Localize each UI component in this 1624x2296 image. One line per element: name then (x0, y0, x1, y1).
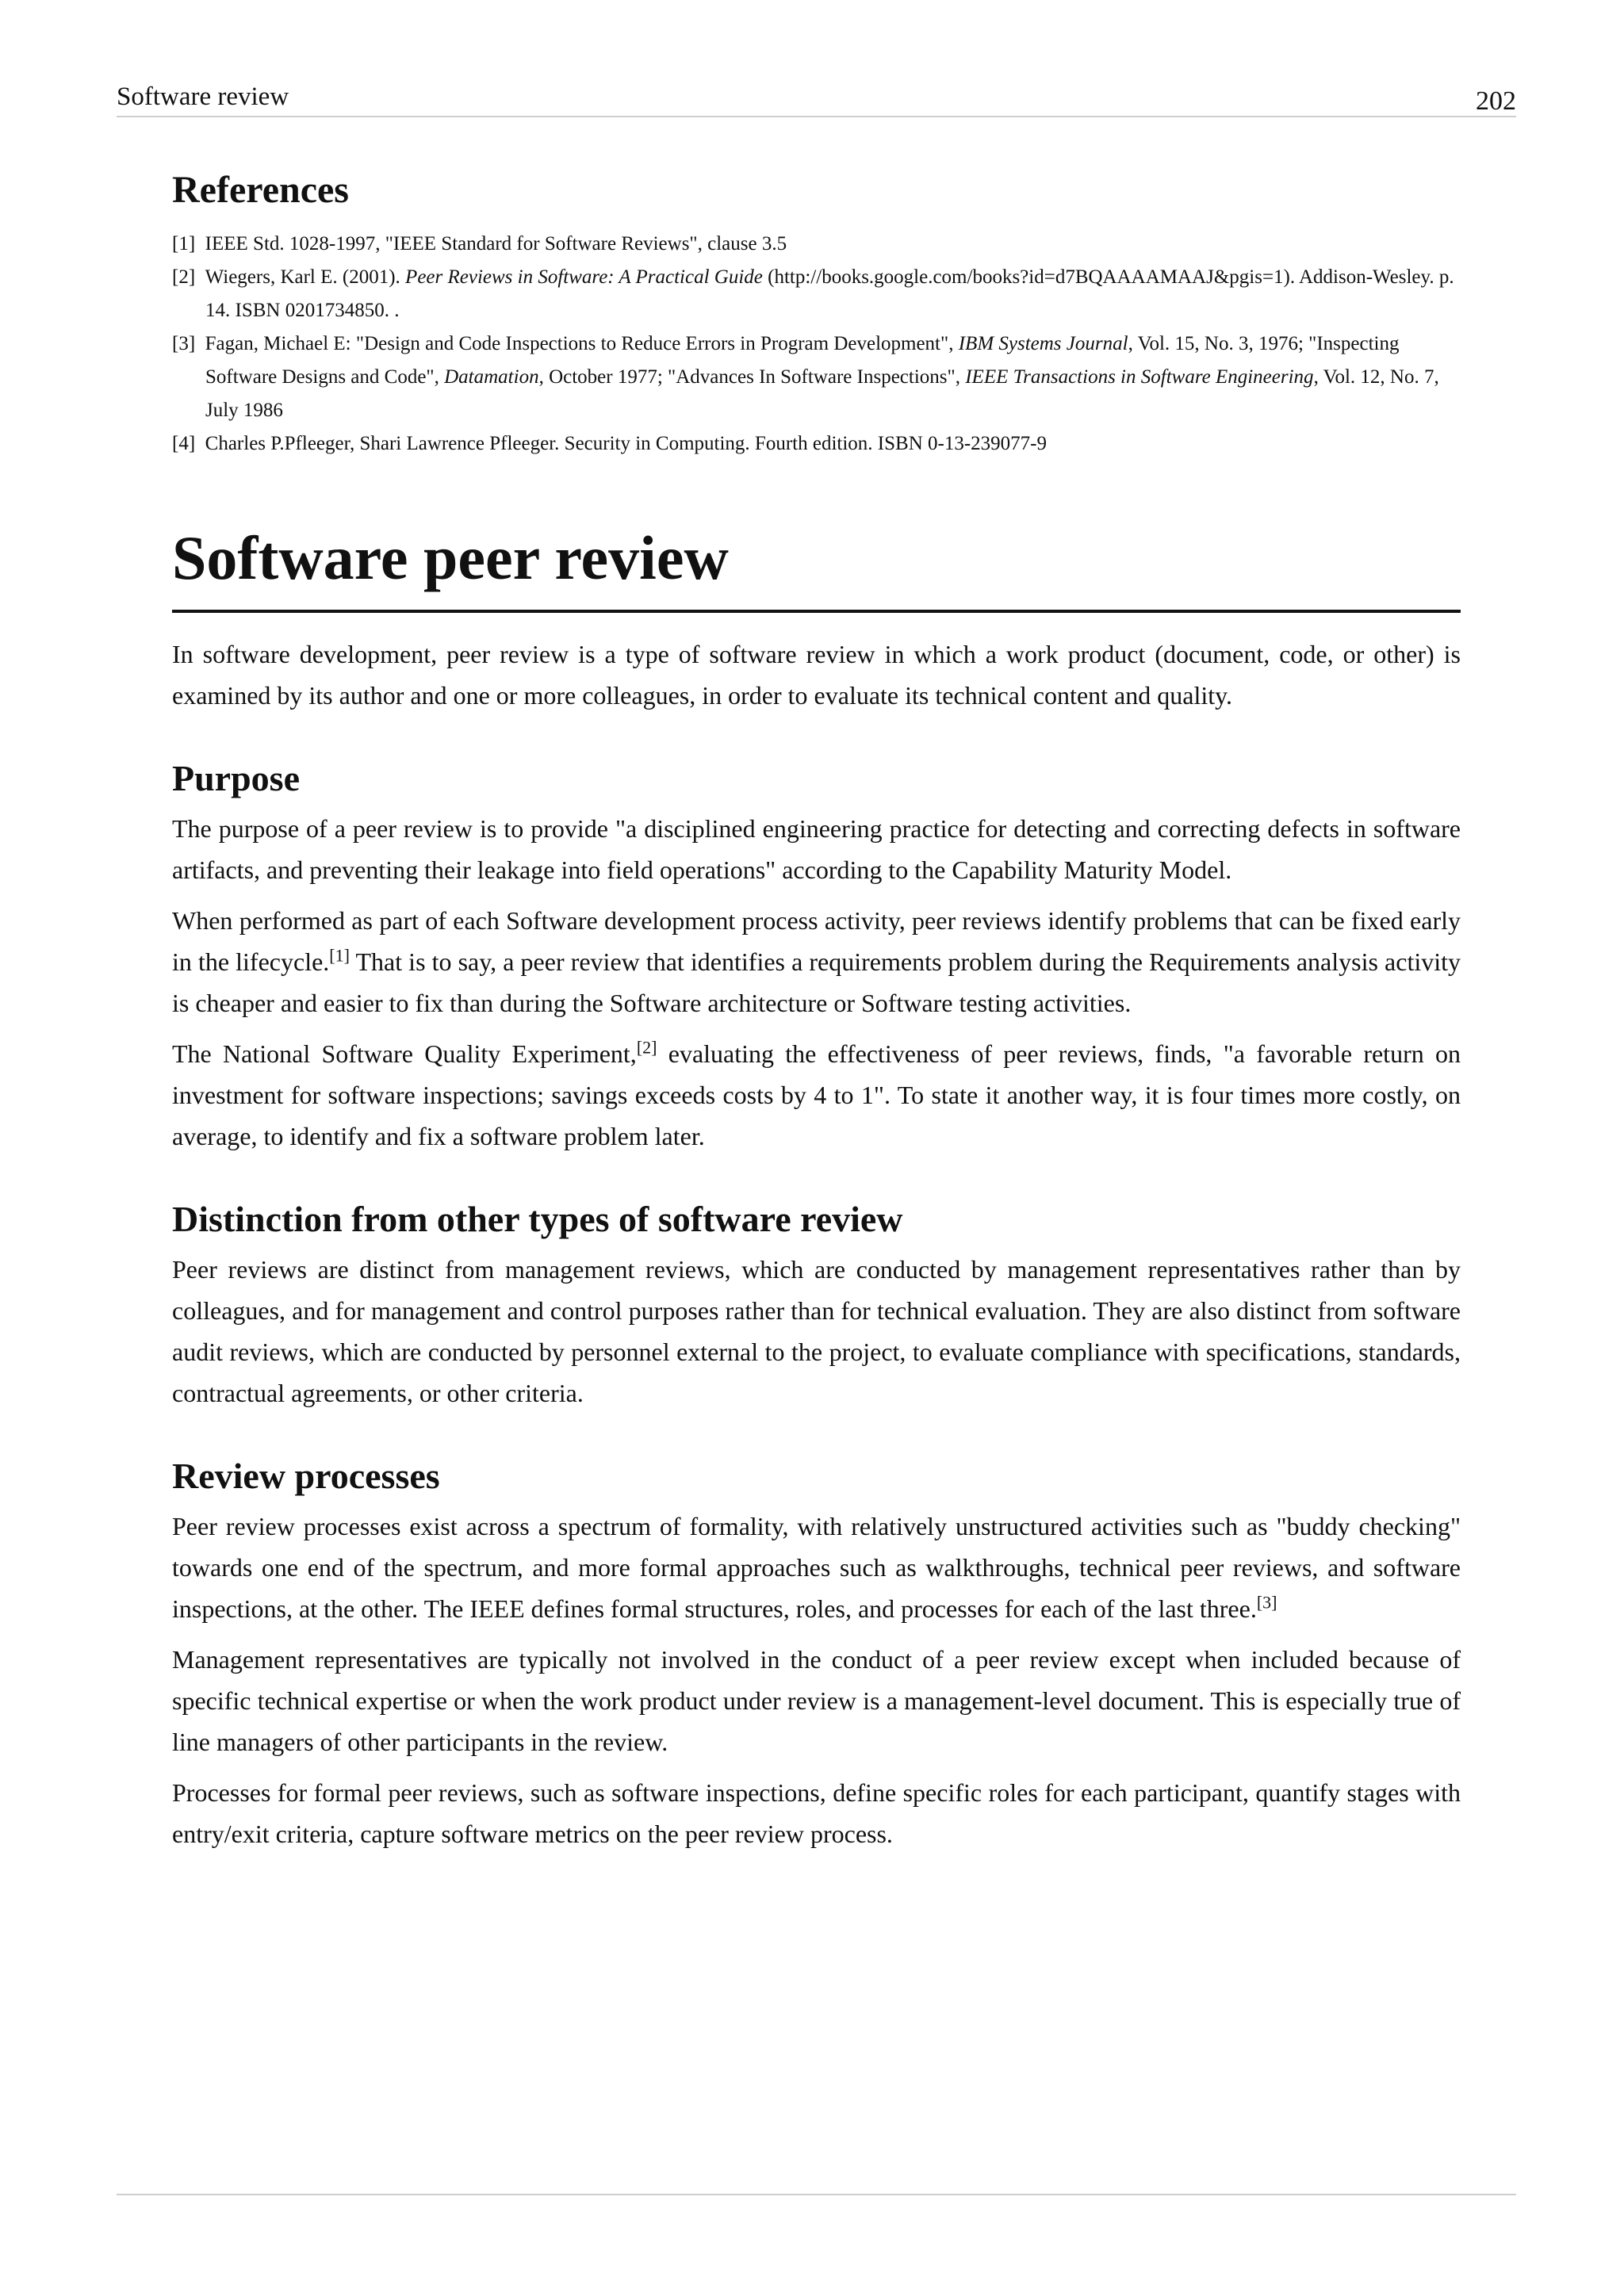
reference-number: [1] (172, 233, 196, 254)
reference-number: [4] (172, 433, 196, 454)
paragraph-text: When performed as part of each Software development process activity, peer reviews identify problems that can be fixed early in the lifecycle. (172, 906, 1461, 976)
distinction-heading: Distinction from other types of software review (172, 1199, 903, 1239)
page-content (172, 163, 1461, 1854)
reference-item (172, 427, 1461, 461)
page-number: 202 (1476, 86, 1516, 116)
citation-link[interactable]: [2] (636, 1037, 657, 1058)
reference-text: Fagan, Michael E: "Design and Code Inspections to Reduce Errors in Program Development", (205, 333, 959, 354)
reference-number: [2] (172, 266, 196, 288)
intro-paragraph: In software development, peer review is a type of software review in which a work product (document, code, or other) is examined by its author and one or more colleagues, in order to evaluate its technical content and quality. (172, 640, 1461, 710)
citation-link[interactable]: [1] (329, 945, 350, 966)
reference-text: , Vol. 12, No. 7, July 1986 (205, 366, 1439, 421)
purpose-paragraph (172, 900, 1461, 1024)
article-title: Software peer review (172, 515, 1461, 613)
footer-rule (117, 2194, 1516, 2195)
reference-text: Wiegers, Karl E. (2001). (205, 266, 406, 288)
reference-text: (http://books.google.com/books?id=d7BQAAAAMAAJ&pgis=1). Addison-Wesley. p. 14. ISBN 0201734850. . (205, 266, 1454, 321)
citation-link[interactable]: [3] (1256, 1592, 1277, 1613)
reference-text: , October 1977; "Advances In Software Inspections", (538, 366, 966, 388)
paragraph-text: The National Software Quality Experiment, (172, 1039, 637, 1068)
reference-item (172, 228, 1461, 261)
review-processes-paragraph (172, 1506, 1461, 1629)
review-processes-paragraph: Management representatives are typically not involved in the conduct of a peer review except when included because of specific technical expertise or when the work product under review is a management-level document. This is especially true of line managers of other participants in the review. (172, 1645, 1461, 1756)
reference-text: , Vol. 15, No. 3, 1976; "Inspecting Software Designs and Code", (205, 333, 1400, 388)
running-header (117, 78, 1516, 117)
reference-journal: IEEE Transactions in Software Engineering (965, 366, 1314, 388)
distinction-paragraph: Peer reviews are distinct from management reviews, which are conducted by management representatives rather than by colleagues, and for management and control purposes rather than for technical evaluation. They are also distinct from software audit reviews, which are conducted by personnel external to the project, to evaluate compliance with specifications, standards, contractual agreements, or other criteria. (172, 1255, 1461, 1407)
reference-number: [3] (172, 333, 196, 354)
reference-book-title: Peer Reviews in Software: A Practical Guide (405, 266, 763, 288)
reference-journal: Datamation (444, 366, 539, 388)
paragraph-text: That is to say, a peer review that identifies a requirements problem during the Requirements analysis activity is cheaper and easier to fix than during the Software architecture or Software testing activities. (172, 947, 1461, 1017)
paragraph-text: evaluating the effectiveness of peer reviews, finds, "a favorable return on investment for software inspections; savings exceeds costs by 4 to 1". To state it another way, it is four times more costly, on average, to identify and fix a software problem later. (172, 1039, 1461, 1150)
review-processes-heading: Review processes (172, 1456, 440, 1496)
review-processes-paragraph: Processes for formal peer reviews, such as software inspections, define specific roles for each participant, quantify stages with entry/exit criteria, capture software metrics on the peer review process. (172, 1778, 1461, 1848)
purpose-paragraph: The purpose of a peer review is to provide "a disciplined engineering practice for detecting and correcting defects in software artifacts, and preventing their leakage into field operations" according to the Capability Maturity Model. (172, 814, 1461, 884)
reference-text: IEEE Std. 1028-1997, "IEEE Standard for Software Reviews", clause 3.5 (205, 233, 787, 254)
purpose-heading: Purpose (172, 758, 300, 798)
purpose-paragraph (172, 1033, 1461, 1157)
reference-journal: IBM Systems Journal (958, 333, 1128, 354)
references-list (172, 228, 1461, 461)
references-heading: References (172, 169, 349, 211)
paragraph-text: Peer review processes exist across a spectrum of formality, with relatively unstructured activities such as "buddy checking" towards one end of the spectrum, and more formal approaches such as walkthroughs, technical peer reviews, and software inspections, at the other. The IEEE defines formal structures, roles, and processes for each of the last three. (172, 1512, 1461, 1623)
reference-text: Charles P.Pfleeger, Shari Lawrence Pfleeger. Security in Computing. Fourth edition. ISBN 0-13-239077-9 (205, 433, 1047, 454)
reference-item (172, 327, 1461, 427)
reference-item (172, 261, 1461, 327)
running-header-title: Software review (117, 82, 289, 111)
